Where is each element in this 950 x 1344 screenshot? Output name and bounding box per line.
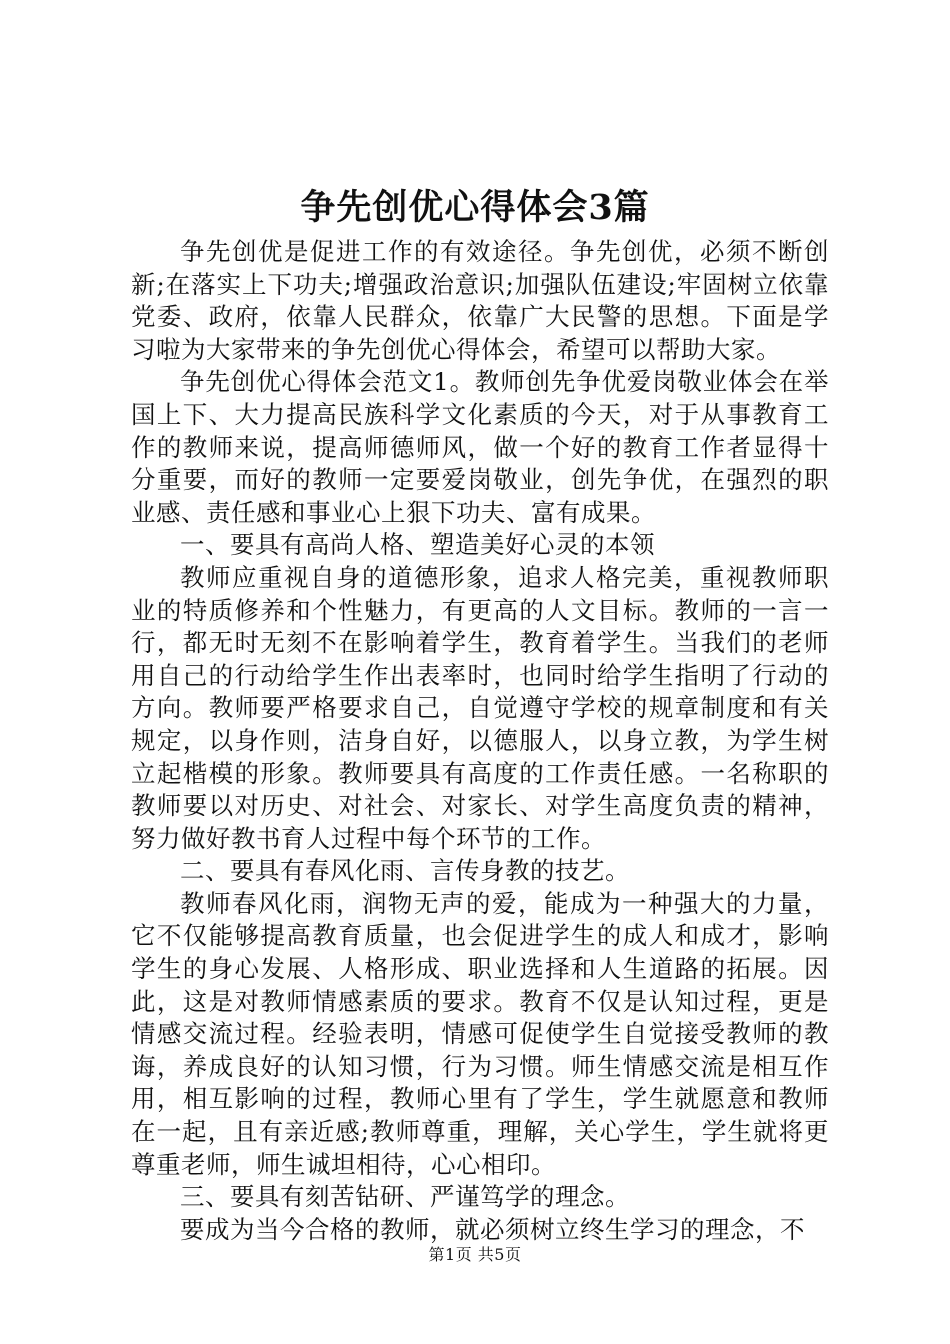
- document-title: 争先创优心得体会3篇: [300, 187, 650, 228]
- section-paragraph-3: 要成为当今合格的教师，就必须树立终生学习的理念，不: [180, 1214, 805, 1244]
- section-paragraph-1: 教师应重视自身的道德形象，追求人格完美，重视教师职业的特质修养和个性魅力，有更高的人文目标。教师的一言一行，都无时无刻不在影响着学生，教育着学生。当我们的老师用自己的行动给学生作出表率时，也同时给学生指明了行动的方向。教师要严格要求自己，自觉遵守学校的规章制度和有关规定，以身作则，洁身自好，以德服人，以身立教，为学生树立起楷模的形象。教师要具有高度的工作责任感。一名称职的教师要以对历史、对社会、对家长、对学生高度负责的精神，努力做好教书育人过程中每个环节的工作。: [131, 562, 829, 853]
- page-footer: 第1页 共5页: [428, 1245, 522, 1264]
- sample-paragraph: 争先创优心得体会范文1。教师创先争优爱岗敬业体会在举国上下、大力提高民族科学文化素质的今天，对于从事教育工作的教师来说，提高师德师风，做一个好的教育工作者显得十分重要，而好的教师一定要爱岗敬业，创先争优，在强烈的职业感、责任感和事业心上狠下功夫、富有成果。: [131, 367, 829, 527]
- section-heading-2: 二、要具有春风化雨、言传身教的技艺。: [180, 856, 630, 886]
- section-heading-1: 一、要具有高尚人格、塑造美好心灵的本领: [180, 530, 655, 560]
- section-paragraph-2: 教师春风化雨，润物无声的爱，能成为一种强大的力量，它不仅能够提高教育质量，也会促进学生的成人和成才，影响学生的身心发展、人格形成、职业选择和人生道路的拓展。因此，这是对教师情感素质的要求。教育不仅是认知过程，更是情感交流过程。经验表明，情感可促使学生自觉接受教师的教诲，养成良好的认知习惯，行为习惯。师生情感交流是相互作用，相互影响的过程，教师心里有了学生，学生就愿意和教师在一起，且有亲近感;教师尊重，理解，关心学生，学生就将更尊重老师，师生诚坦相待，心心相印。: [131, 888, 829, 1179]
- document-body: [131, 236, 829, 1246]
- section-heading-3: 三、要具有刻苦钻研、严谨笃学的理念。: [180, 1182, 630, 1212]
- intro-paragraph: 争先创优是促进工作的有效途径。争先创优，必须不断创新;在落实上下功夫;增强政治意识;加强队伍建设;牢固树立依靠党委、政府，依靠人民群众，依靠广大民警的思想。下面是学习啦为大家带来的争先创优心得体会，希望可以帮助大家。: [131, 237, 829, 364]
